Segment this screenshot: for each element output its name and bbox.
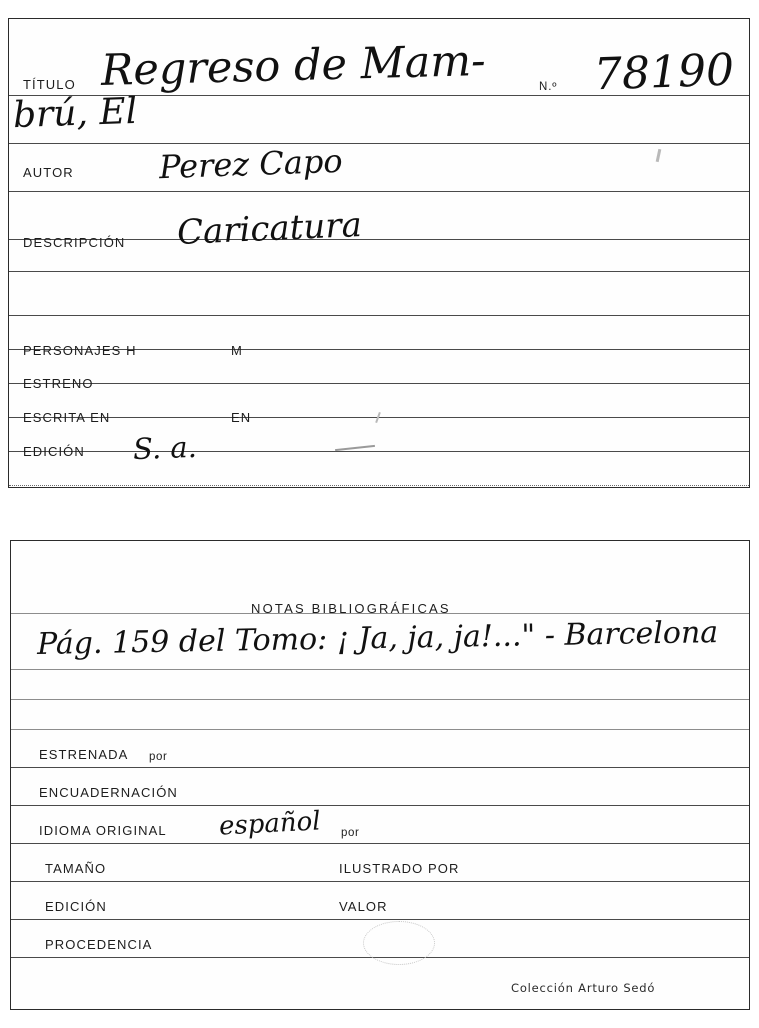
handwritten-edicion: S. a. bbox=[132, 429, 198, 467]
rule-line bbox=[11, 767, 749, 768]
rule-line bbox=[9, 191, 749, 192]
label-descripcion: DESCRIPCIÓN bbox=[23, 235, 126, 250]
label-ilustrado-por: ILUSTRADO POR bbox=[339, 861, 460, 876]
label-autor: AUTOR bbox=[23, 165, 74, 180]
rule-line bbox=[11, 729, 749, 730]
notes-section-title: NOTAS BIBLIOGRÁFICAS bbox=[251, 601, 451, 616]
handwritten-titulo-line2: brú, El bbox=[12, 90, 138, 137]
rule-line bbox=[11, 843, 749, 844]
handwritten-descripcion: Caricatura bbox=[176, 204, 363, 254]
top-catalog-card bbox=[8, 18, 750, 488]
rule-line bbox=[11, 919, 749, 920]
label-idioma-original: IDIOMA ORIGINAL bbox=[39, 823, 167, 838]
rule-line bbox=[11, 805, 749, 806]
label-personajes: PERSONAJES H bbox=[23, 343, 137, 358]
rule-line bbox=[11, 699, 749, 700]
label-estreno: ESTRENO bbox=[23, 376, 94, 391]
label-idioma-por: por bbox=[341, 827, 360, 839]
label-estrenada-por: por bbox=[149, 751, 168, 763]
handwritten-titulo-line1: Regreso de Mam- bbox=[100, 35, 487, 97]
handwritten-idioma-original: español bbox=[218, 806, 322, 842]
rule-line bbox=[9, 143, 749, 144]
handwritten-autor: Perez Capo bbox=[158, 141, 344, 187]
handwritten-numero: 78190 bbox=[593, 44, 735, 101]
rule-line bbox=[11, 881, 749, 882]
rule-line bbox=[9, 383, 749, 384]
rule-line bbox=[9, 271, 749, 272]
bottom-catalog-card bbox=[10, 540, 750, 1010]
label-escrita-en: ESCRITA EN bbox=[23, 410, 111, 425]
label-personajes-m: M bbox=[231, 343, 243, 358]
rule-line bbox=[9, 485, 749, 486]
label-estrenada: ESTRENADA bbox=[39, 747, 129, 762]
label-tamano: TAMAÑO bbox=[45, 861, 107, 876]
ink-speck bbox=[656, 149, 662, 162]
label-encuadernacion: ENCUADERNACIÓN bbox=[39, 785, 178, 800]
label-numero: N.º bbox=[539, 81, 558, 93]
rule-line bbox=[9, 315, 749, 316]
label-titulo: TÍTULO bbox=[23, 77, 76, 92]
rule-line bbox=[9, 451, 749, 452]
label-edicion: EDICIÓN bbox=[23, 444, 85, 459]
label-valor: VALOR bbox=[339, 899, 388, 914]
handwritten-notes: Pág. 159 del Tomo: ¡ Ja, ja, ja!..." - Barcelona bbox=[36, 615, 719, 662]
label-procedencia: PROCEDENCIA bbox=[45, 937, 153, 952]
paper-smudge bbox=[363, 921, 435, 965]
label-edicion: EDICIÓN bbox=[45, 899, 107, 914]
label-escrita-en-idioma: EN bbox=[231, 410, 252, 425]
rule-line bbox=[11, 669, 749, 670]
collection-stamp: Colección Arturo Sedó bbox=[511, 981, 656, 995]
